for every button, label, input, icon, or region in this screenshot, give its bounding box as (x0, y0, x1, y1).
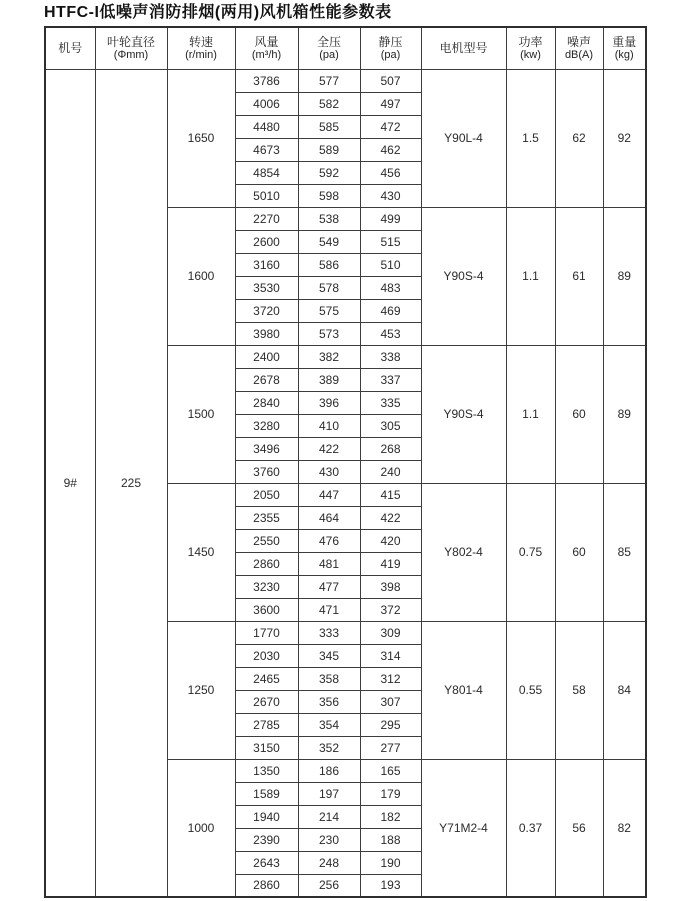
cell-motor-model: Y801-4 (421, 621, 506, 759)
cell-airflow: 2270 (235, 207, 298, 230)
cell-airflow: 4854 (235, 161, 298, 184)
cell-total-pressure: 464 (298, 506, 360, 529)
cell-total-pressure: 356 (298, 690, 360, 713)
header-weight-line2: (kg) (614, 48, 634, 61)
cell-total-pressure: 352 (298, 736, 360, 759)
cell-static-pressure: 469 (360, 299, 421, 322)
table-row (45, 69, 646, 92)
cell-power: 1.5 (506, 69, 555, 207)
cell-total-pressure: 358 (298, 667, 360, 690)
cell-airflow: 3786 (235, 69, 298, 92)
cell-airflow: 2465 (235, 667, 298, 690)
header-machine-no (45, 27, 95, 69)
cell-power: 0.75 (506, 483, 555, 621)
header-noise-line2: dB(A) (564, 48, 594, 61)
cell-airflow: 2355 (235, 506, 298, 529)
cell-airflow: 1940 (235, 805, 298, 828)
cell-noise: 62 (555, 69, 603, 207)
cell-airflow: 2600 (235, 230, 298, 253)
cell-total-pressure: 197 (298, 782, 360, 805)
cell-motor-model: Y71M2-4 (421, 759, 506, 897)
cell-noise: 60 (555, 345, 603, 483)
cell-static-pressure: 422 (360, 506, 421, 529)
cell-total-pressure: 410 (298, 414, 360, 437)
cell-total-pressure: 578 (298, 276, 360, 299)
cell-total-pressure: 573 (298, 322, 360, 345)
cell-total-pressure: 592 (298, 161, 360, 184)
cell-static-pressure: 309 (360, 621, 421, 644)
cell-airflow: 2860 (235, 552, 298, 575)
cell-total-pressure: 586 (298, 253, 360, 276)
cell-total-pressure: 538 (298, 207, 360, 230)
header-machine-no-line1: 机号 (58, 41, 83, 56)
performance-table (44, 26, 647, 898)
cell-total-pressure: 422 (298, 437, 360, 460)
cell-motor-model: Y90S-4 (421, 345, 506, 483)
header-weight (603, 27, 646, 69)
header-total-pressure-line2: (pa) (319, 48, 339, 61)
cell-airflow: 4006 (235, 92, 298, 115)
cell-power: 0.37 (506, 759, 555, 897)
header-airflow-line1: 风量 (254, 34, 279, 49)
cell-total-pressure: 230 (298, 828, 360, 851)
header-impeller-diameter-line1: 叶轮直径 (106, 34, 155, 49)
header-motor-model-line1: 电机型号 (439, 41, 488, 56)
cell-total-pressure: 214 (298, 805, 360, 828)
cell-static-pressure: 305 (360, 414, 421, 437)
cell-total-pressure: 430 (298, 460, 360, 483)
cell-total-pressure: 186 (298, 759, 360, 782)
cell-airflow: 5010 (235, 184, 298, 207)
header-airflow (235, 27, 298, 69)
cell-total-pressure: 447 (298, 483, 360, 506)
cell-airflow: 1589 (235, 782, 298, 805)
cell-total-pressure: 256 (298, 874, 360, 897)
cell-airflow: 2785 (235, 713, 298, 736)
page-title: HTFC-I低噪声消防排烟(两用)风机箱性能参数表 (44, 4, 392, 21)
cell-power: 1.1 (506, 207, 555, 345)
cell-total-pressure: 248 (298, 851, 360, 874)
cell-static-pressure: 240 (360, 460, 421, 483)
cell-noise: 60 (555, 483, 603, 621)
cell-static-pressure: 165 (360, 759, 421, 782)
cell-static-pressure: 462 (360, 138, 421, 161)
table-header (45, 27, 646, 69)
cell-static-pressure: 314 (360, 644, 421, 667)
cell-static-pressure: 312 (360, 667, 421, 690)
cell-power: 1.1 (506, 345, 555, 483)
cell-airflow: 1770 (235, 621, 298, 644)
cell-noise: 61 (555, 207, 603, 345)
cell-total-pressure: 589 (298, 138, 360, 161)
header-total-pressure-line1: 全压 (316, 34, 341, 49)
cell-static-pressure: 179 (360, 782, 421, 805)
cell-static-pressure: 398 (360, 575, 421, 598)
cell-noise: 56 (555, 759, 603, 897)
cell-static-pressure: 430 (360, 184, 421, 207)
cell-airflow: 3720 (235, 299, 298, 322)
table-body (45, 69, 646, 897)
cell-motor-model: Y90S-4 (421, 207, 506, 345)
cell-weight: 89 (603, 345, 646, 483)
cell-static-pressure: 415 (360, 483, 421, 506)
cell-total-pressure: 582 (298, 92, 360, 115)
cell-total-pressure: 549 (298, 230, 360, 253)
cell-speed: 1500 (167, 345, 235, 483)
header-power-line1: 功率 (518, 34, 543, 49)
cell-airflow: 3530 (235, 276, 298, 299)
header-noise (555, 27, 603, 69)
header-weight-line1: 重量 (612, 34, 637, 49)
cell-airflow: 2860 (235, 874, 298, 897)
cell-static-pressure: 338 (360, 345, 421, 368)
cell-noise: 58 (555, 621, 603, 759)
cell-total-pressure: 389 (298, 368, 360, 391)
cell-airflow: 2550 (235, 529, 298, 552)
cell-total-pressure: 345 (298, 644, 360, 667)
cell-static-pressure: 456 (360, 161, 421, 184)
cell-static-pressure: 277 (360, 736, 421, 759)
cell-total-pressure: 598 (298, 184, 360, 207)
cell-total-pressure: 382 (298, 345, 360, 368)
cell-total-pressure: 476 (298, 529, 360, 552)
header-speed-line1: 转速 (188, 34, 213, 49)
cell-weight: 85 (603, 483, 646, 621)
cell-airflow: 4480 (235, 115, 298, 138)
cell-speed: 1250 (167, 621, 235, 759)
cell-airflow: 2390 (235, 828, 298, 851)
cell-impeller-diameter: 225 (95, 69, 167, 897)
header-row (45, 27, 646, 69)
header-power (506, 27, 555, 69)
cell-power: 0.55 (506, 621, 555, 759)
cell-airflow: 2840 (235, 391, 298, 414)
cell-machine-no: 9# (45, 69, 95, 897)
cell-static-pressure: 307 (360, 690, 421, 713)
cell-speed: 1650 (167, 69, 235, 207)
cell-total-pressure: 354 (298, 713, 360, 736)
cell-static-pressure: 372 (360, 598, 421, 621)
cell-static-pressure: 483 (360, 276, 421, 299)
cell-airflow: 4673 (235, 138, 298, 161)
cell-static-pressure: 188 (360, 828, 421, 851)
header-airflow-line2: (m³/h) (251, 48, 282, 61)
cell-static-pressure: 193 (360, 874, 421, 897)
cell-airflow: 2400 (235, 345, 298, 368)
cell-airflow: 3760 (235, 460, 298, 483)
cell-total-pressure: 477 (298, 575, 360, 598)
cell-airflow: 2030 (235, 644, 298, 667)
header-impeller-diameter (95, 27, 167, 69)
header-static-pressure-line1: 静压 (378, 34, 403, 49)
cell-weight: 92 (603, 69, 646, 207)
cell-motor-model: Y90L-4 (421, 69, 506, 207)
cell-static-pressure: 268 (360, 437, 421, 460)
cell-static-pressure: 182 (360, 805, 421, 828)
cell-speed: 1600 (167, 207, 235, 345)
header-speed-line2: (r/min) (185, 48, 217, 61)
cell-static-pressure: 295 (360, 713, 421, 736)
cell-static-pressure: 453 (360, 322, 421, 345)
cell-static-pressure: 510 (360, 253, 421, 276)
header-power-line2: (kw) (520, 48, 541, 61)
cell-airflow: 2050 (235, 483, 298, 506)
cell-airflow: 1350 (235, 759, 298, 782)
header-static-pressure-line2: (pa) (380, 48, 401, 61)
cell-static-pressure: 420 (360, 529, 421, 552)
cell-airflow: 2670 (235, 690, 298, 713)
cell-airflow: 2678 (235, 368, 298, 391)
cell-static-pressure: 497 (360, 92, 421, 115)
cell-airflow: 3230 (235, 575, 298, 598)
cell-static-pressure: 472 (360, 115, 421, 138)
cell-speed: 1450 (167, 483, 235, 621)
cell-airflow: 3280 (235, 414, 298, 437)
cell-airflow: 2643 (235, 851, 298, 874)
header-speed (167, 27, 235, 69)
cell-total-pressure: 481 (298, 552, 360, 575)
cell-weight: 82 (603, 759, 646, 897)
header-static-pressure (360, 27, 421, 69)
cell-static-pressure: 419 (360, 552, 421, 575)
cell-airflow: 3150 (235, 736, 298, 759)
cell-static-pressure: 337 (360, 368, 421, 391)
header-noise-line1: 噪声 (566, 34, 591, 49)
cell-weight: 84 (603, 621, 646, 759)
header-total-pressure (298, 27, 360, 69)
cell-static-pressure: 190 (360, 851, 421, 874)
cell-airflow: 3160 (235, 253, 298, 276)
cell-total-pressure: 333 (298, 621, 360, 644)
cell-static-pressure: 499 (360, 207, 421, 230)
cell-static-pressure: 515 (360, 230, 421, 253)
cell-weight: 89 (603, 207, 646, 345)
cell-airflow: 3980 (235, 322, 298, 345)
header-impeller-diameter-line2: (Φmm) (113, 48, 149, 61)
header-motor-model (421, 27, 506, 69)
cell-total-pressure: 575 (298, 299, 360, 322)
cell-airflow: 3600 (235, 598, 298, 621)
cell-total-pressure: 471 (298, 598, 360, 621)
cell-total-pressure: 396 (298, 391, 360, 414)
cell-speed: 1000 (167, 759, 235, 897)
cell-total-pressure: 577 (298, 69, 360, 92)
cell-static-pressure: 507 (360, 69, 421, 92)
cell-motor-model: Y802-4 (421, 483, 506, 621)
cell-static-pressure: 335 (360, 391, 421, 414)
cell-airflow: 3496 (235, 437, 298, 460)
cell-total-pressure: 585 (298, 115, 360, 138)
